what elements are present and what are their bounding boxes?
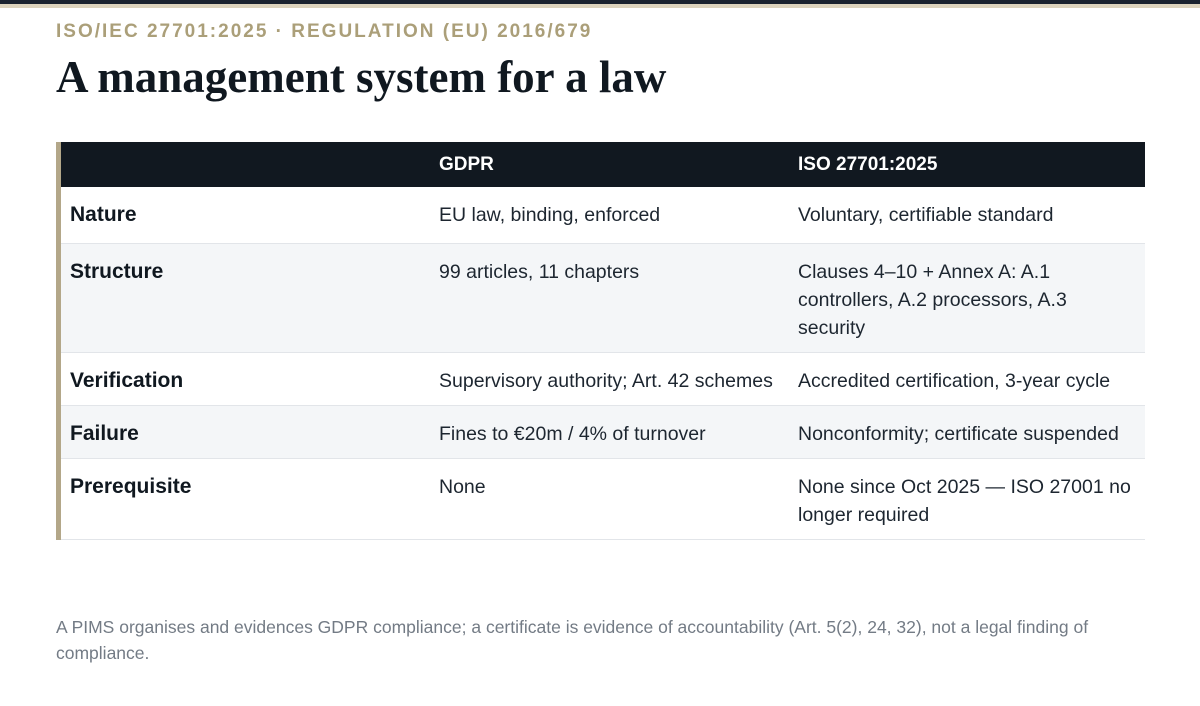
iso-cell: Accredited certification, 3-year cycle — [789, 353, 1145, 406]
iso-cell: Nonconformity; certificate suspended — [789, 406, 1145, 459]
table-header — [61, 142, 1145, 187]
gdpr-cell: EU law, binding, enforced — [430, 187, 789, 244]
gdpr-cell: Supervisory authority; Art. 42 schemes — [430, 353, 789, 406]
eyebrow: ISO/IEC 27701:2025 · REGULATION (EU) 2016/679 — [56, 21, 593, 42]
gdpr-cell: None — [430, 459, 789, 540]
iso-cell: Voluntary, certifiable standard — [789, 187, 1145, 244]
table-row — [61, 187, 1145, 244]
column-header-iso: ISO 27701:2025 — [789, 142, 1145, 187]
gdpr-cell: 99 articles, 11 chapters — [430, 244, 789, 353]
row-label: Verification — [61, 353, 430, 406]
table-body — [61, 187, 1145, 540]
row-label: Nature — [61, 187, 430, 244]
column-header-gdpr: GDPR — [430, 142, 789, 187]
row-label: Structure — [61, 244, 430, 353]
table-header-row — [61, 142, 1145, 187]
iso-cell: Clauses 4–10 + Annex A: A.1 controllers, A.2 processors, A.3 security — [789, 244, 1145, 353]
page-title: A management system for a law — [56, 52, 667, 102]
table-row — [61, 406, 1145, 459]
column-header-label — [61, 142, 430, 187]
gdpr-cell: Fines to €20m / 4% of turnover — [430, 406, 789, 459]
table-row — [61, 353, 1145, 406]
comparison-table — [61, 142, 1145, 540]
table-row — [61, 459, 1145, 540]
footnote: A PIMS organises and evidences GDPR compliance; a certificate is evidence of accountability (Art. 5(2), 24, 32), not a legal finding of compliance. — [56, 616, 1089, 663]
iso-cell: None since Oct 2025 — ISO 27001 no longer required — [789, 459, 1145, 540]
table-row — [61, 244, 1145, 353]
row-label: Prerequisite — [61, 459, 430, 540]
row-label: Failure — [61, 406, 430, 459]
comparison-table-container — [56, 142, 1150, 540]
top-rule-accent — [0, 4, 1200, 8]
